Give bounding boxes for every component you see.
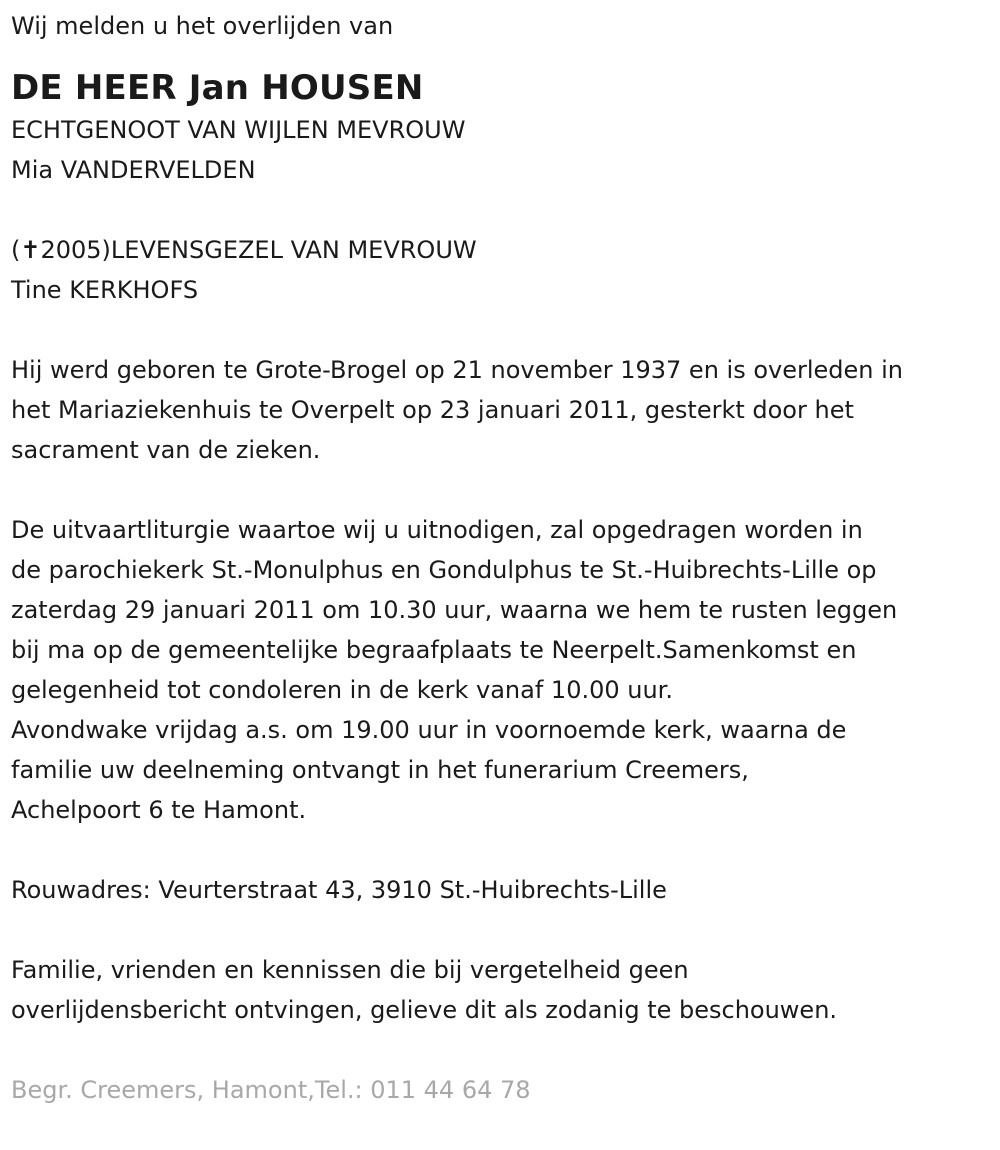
partner-title: (✝2005)LEVENSGEZEL VAN MEVROUW bbox=[11, 236, 477, 264]
paragraph-line: Hij werd geboren te Grote-Brogel op 21 november 1937 en is overleden in bbox=[11, 356, 904, 384]
birth-death-paragraph bbox=[11, 350, 996, 470]
mourning-address: Rouwadres: Veurterstraat 43, 3910 St.-Huibrechts-Lille bbox=[11, 876, 667, 904]
spacer bbox=[11, 1030, 996, 1070]
funeral-paragraph bbox=[11, 510, 996, 830]
paragraph-line: Familie, vrienden en kennissen die bij vergetelheid geen bbox=[11, 956, 689, 984]
deceased-name: DE HEER Jan HOUSEN bbox=[11, 68, 424, 108]
paragraph-line: de parochiekerk St.-Monulphus en Gondulphus te St.-Huibrechts-Lille op bbox=[11, 556, 877, 584]
paragraph-line: het Mariaziekenhuis te Overpelt op 23 januari 2011, gesterkt door het bbox=[11, 396, 854, 424]
paragraph-line: familie uw deelneming ontvangt in het funerarium Creemers, bbox=[11, 756, 749, 784]
paragraph-line: zaterdag 29 januari 2011 om 10.30 uur, waarna we hem te rusten leggen bbox=[11, 596, 898, 624]
spacer bbox=[11, 310, 996, 350]
paragraph-line: Avondwake vrijdag a.s. om 19.00 uur in voornoemde kerk, waarna de bbox=[11, 716, 847, 744]
closing-paragraph bbox=[11, 950, 996, 1030]
spouse-title: ECHTGENOOT VAN WIJLEN MEVROUW bbox=[11, 116, 466, 144]
paragraph-line: Achelpoort 6 te Hamont. bbox=[11, 796, 307, 824]
partner-name: Tine KERKHOFS bbox=[11, 276, 199, 304]
paragraph-line: bij ma op de gemeentelijke begraafplaats te Neerpelt.Samenkomst en bbox=[11, 636, 857, 664]
paragraph-line: gelegenheid tot condoleren in de kerk vanaf 10.00 uur. bbox=[11, 676, 673, 704]
spacer bbox=[11, 190, 996, 230]
funeral-home-footer: Begr. Creemers, Hamont,Tel.: 011 44 64 78 bbox=[11, 1076, 531, 1104]
paragraph-line: overlijdensbericht ontvingen, gelieve dit als zodanig te beschouwen. bbox=[11, 996, 838, 1024]
spacer bbox=[11, 910, 996, 950]
spouse-name: Mia VANDERVELDEN bbox=[11, 156, 256, 184]
paragraph-line: De uitvaartliturgie waartoe wij u uitnodigen, zal opgedragen worden in bbox=[11, 516, 863, 544]
intro-text: Wij melden u het overlijden van bbox=[11, 12, 394, 40]
spacer bbox=[11, 470, 996, 510]
spacer bbox=[11, 830, 996, 870]
paragraph-line: sacrament van de zieken. bbox=[11, 436, 321, 464]
